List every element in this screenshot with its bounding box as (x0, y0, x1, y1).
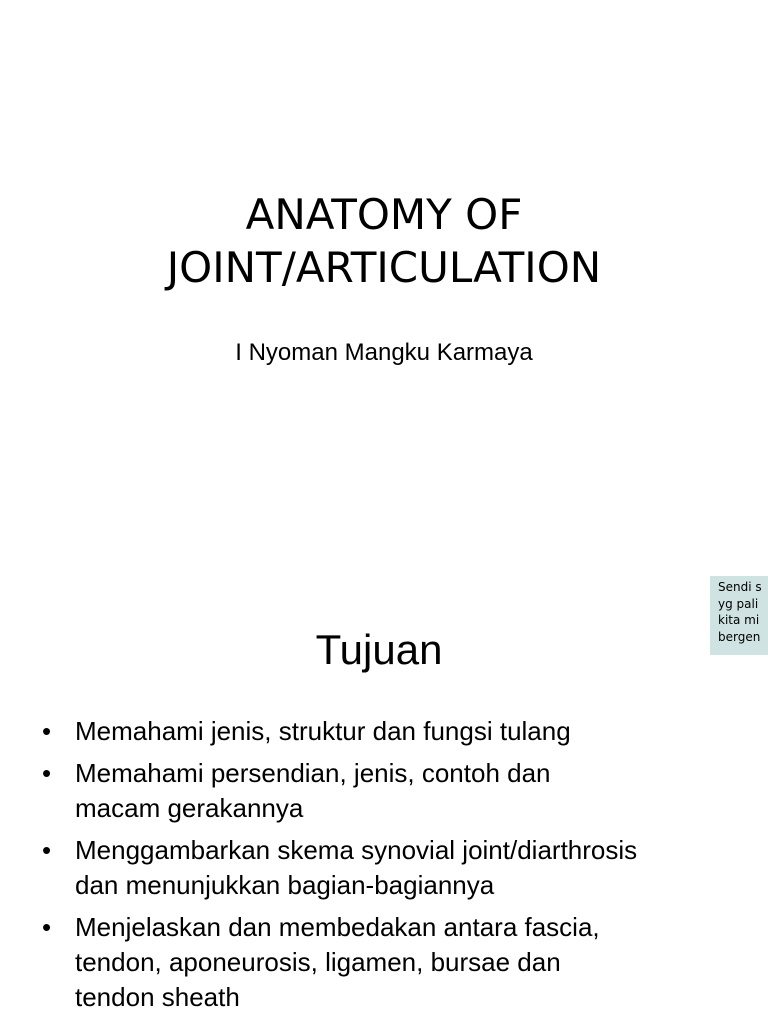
bullet-icon: • (42, 912, 52, 942)
author-subtitle: I Nyoman Mangku Karmaya (235, 339, 533, 366)
objective-text: Memahami jenis, struktur dan fungsi tulang (75, 716, 571, 746)
slide-title (0, 188, 768, 294)
note-line: yg pali (718, 596, 759, 611)
objective-item (40, 714, 740, 749)
objective-text: tendon, aponeurosis, ligamen, bursae dan (75, 947, 561, 977)
note-line: bergen (718, 629, 761, 644)
note-line: Sendi s (718, 580, 762, 594)
objective-text: macam gerakannya (75, 793, 304, 823)
slide-title-line: ANATOMY OF (245, 190, 523, 239)
objective-item (40, 910, 740, 1015)
objective-item (40, 833, 740, 903)
objective-text: Memahami persendian, jenis, contoh dan (75, 758, 551, 788)
objectives-list (40, 714, 740, 1022)
note-line: kita mi (718, 613, 760, 627)
objective-text: dan menunjukkan bagian-bagiannya (75, 870, 495, 900)
bullet-icon: • (42, 716, 52, 746)
objective-text: tendon sheath (75, 982, 240, 1012)
bullet-icon: • (42, 758, 52, 788)
objective-item (40, 756, 740, 826)
bullet-icon: • (42, 835, 52, 865)
section-heading: Tujuan (315, 626, 443, 673)
objective-text: Menjelaskan dan membedakan antara fascia, (75, 912, 600, 942)
objective-text: Menggambarkan skema synovial joint/diarthrosis (75, 835, 638, 865)
slide-title-line: JOINT/ARTICULATION (166, 243, 602, 292)
